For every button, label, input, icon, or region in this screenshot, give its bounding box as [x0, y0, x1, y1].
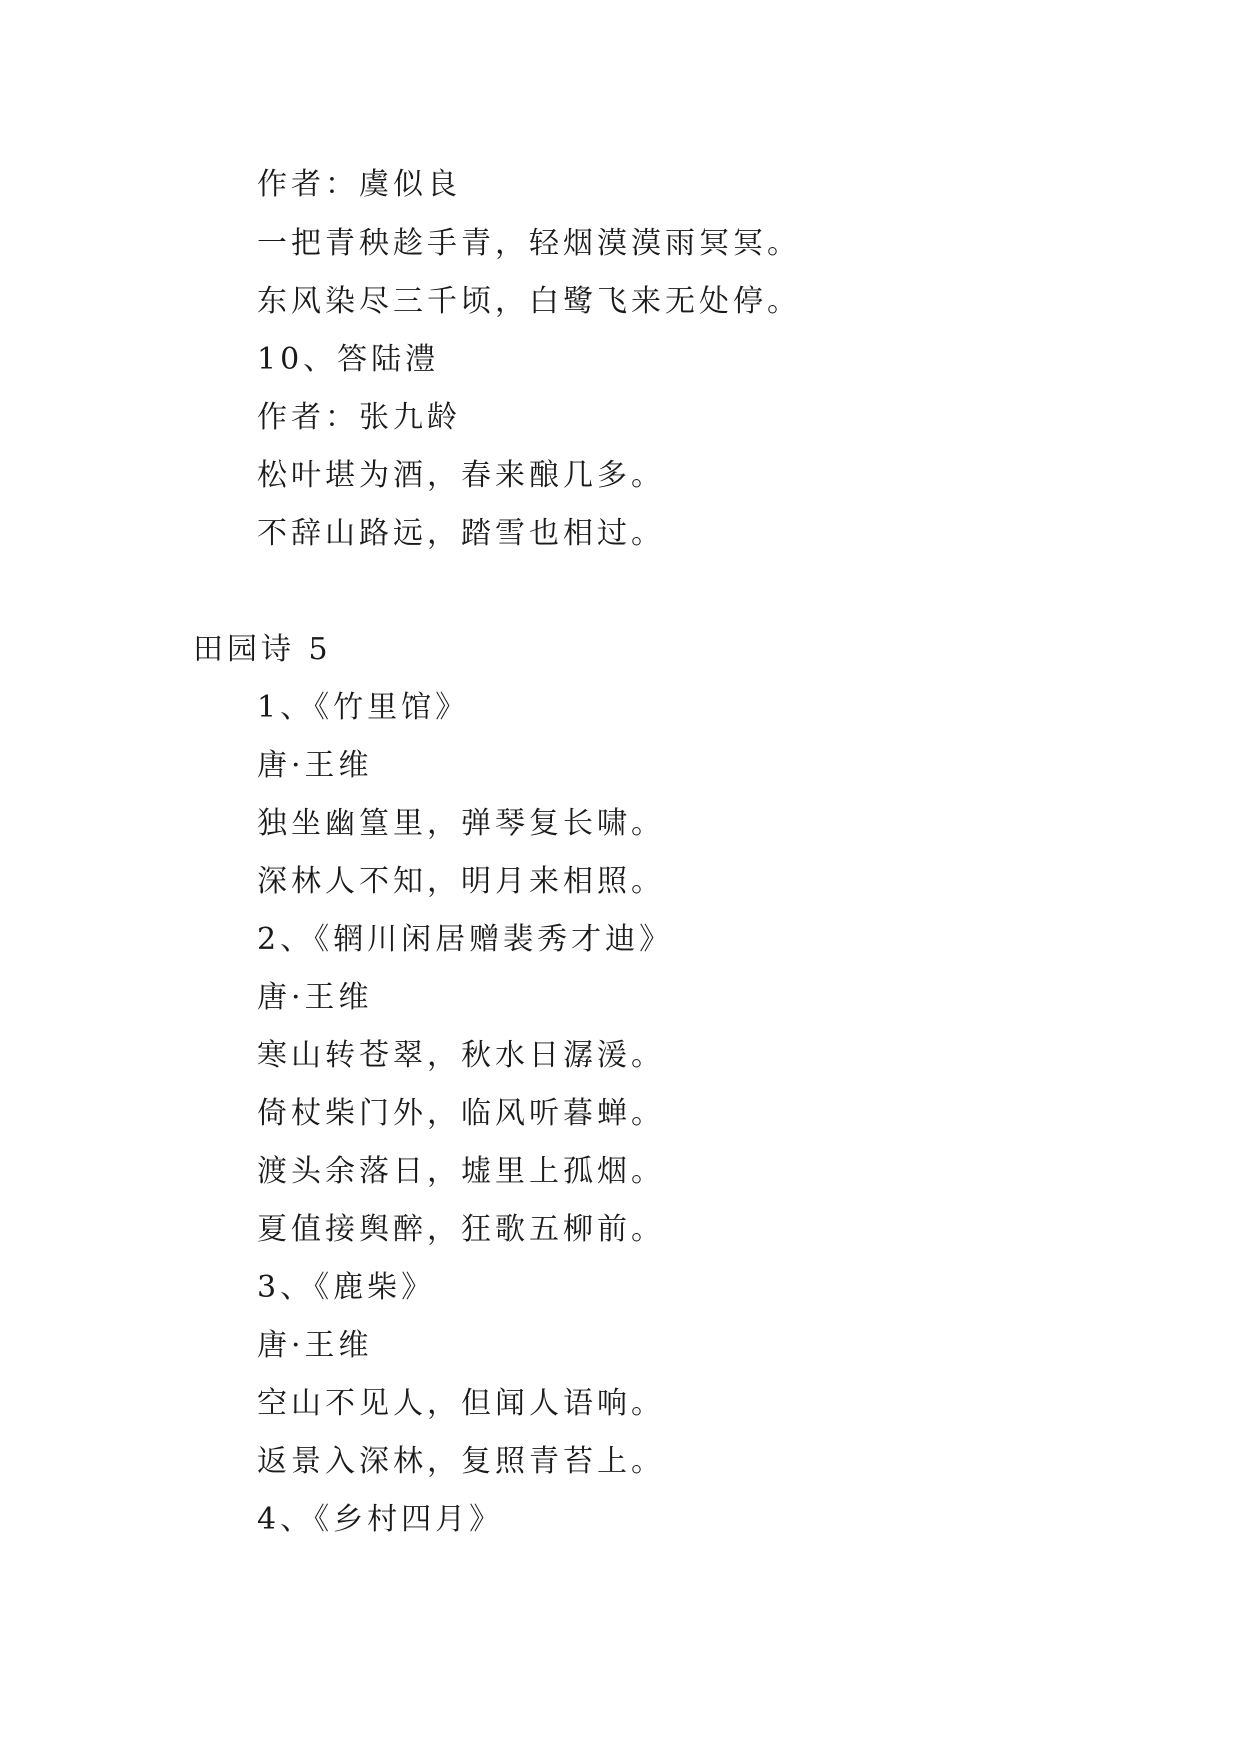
poem-author: 唐·王维 [257, 1328, 373, 1363]
author-line: 作者：张九龄 [257, 400, 461, 435]
poem-line: 渡头余落日，墟里上孤烟。 [257, 1154, 665, 1189]
section-heading: 田园诗 5 [193, 632, 332, 667]
poem-line: 一把青秧趁手青，轻烟漠漠雨冥冥。 [257, 226, 801, 261]
poem-line: 独坐幽篁里，弹琴复长啸。 [257, 806, 665, 841]
poem-author: 唐·王维 [257, 980, 373, 1015]
poem-title: 3、《鹿柴》 [257, 1270, 436, 1305]
poem-line: 空山不见人，但闻人语响。 [257, 1386, 665, 1421]
poem-title: 10、答陆澧 [257, 342, 440, 377]
poem-title: 2、《辋川闲居赠裴秀才迪》 [257, 922, 674, 957]
poem-title: 4、《乡村四月》 [257, 1502, 504, 1537]
poem-line: 不辞山路远，踏雪也相过。 [257, 516, 665, 551]
poem-line: 深林人不知，明月来相照。 [257, 864, 665, 899]
poem-line: 返景入深林，复照青苔上。 [257, 1444, 665, 1479]
poem-title: 1、《竹里馆》 [257, 690, 470, 725]
poem-line: 倚杖柴门外，临风听暮蝉。 [257, 1096, 665, 1131]
poem-line: 东风染尽三千顷，白鹭飞来无处停。 [257, 284, 801, 319]
poem-line: 夏值接舆醉，狂歌五柳前。 [257, 1212, 665, 1247]
poem-author: 唐·王维 [257, 748, 373, 783]
author-line: 作者：虞似良 [257, 167, 461, 202]
poem-line: 松叶堪为酒，春来酿几多。 [257, 458, 665, 493]
poem-line: 寒山转苍翠，秋水日潺湲。 [257, 1038, 665, 1073]
